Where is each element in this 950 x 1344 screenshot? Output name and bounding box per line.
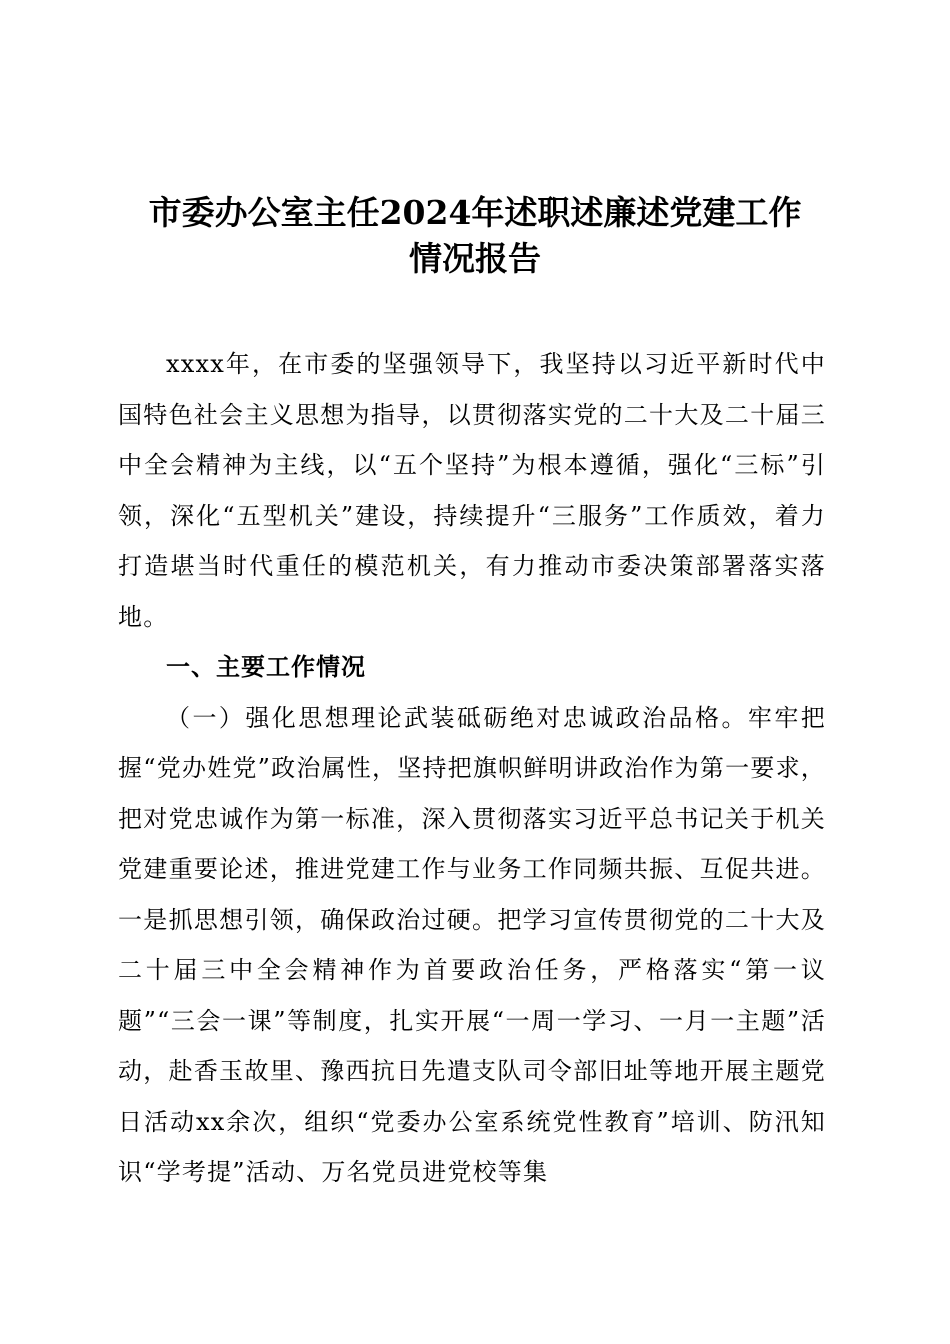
section-heading: 一、主要工作情况 (166, 653, 366, 681)
title-line-1: 市委办公室主任2024年述职述廉述党建工作 (148, 193, 802, 232)
document-body (118, 339, 826, 1198)
title-line-2: 情况报告 (409, 239, 541, 278)
section-paragraph: （一）强化思想理论武装砥砺绝对忠诚政治品格。牢牢把握“党办姓党”政治属性，坚持把旗帜鲜明讲政治作为第一要求，把对党忠诚作为第一标准，深入贯彻落实习近平总书记关于机关党建重要论述，推进党建工作与业务工作同频共振、互促共进。一是抓思想引领，确保政治过硬。把学习宣传贯彻党的二十大及二十届三中全会精神作为首要政治任务，严格落实“第一议题”“三会一课”等制度，扎实开展“一周一学习、一月一主题”活动，赴香玉故里、豫西抗日先遣支队司令部旧址等地开展主题党日活动xx余次，组织“党委办公室系统党性教育”培训、防汛知识“学考提”活动、万名党员进党校等集 (118, 703, 826, 1186)
document-title (100, 190, 850, 282)
intro-paragraph: xxxx年，在市委的坚强领导下，我坚持以习近平新时代中国特色社会主义思想为指导，以贯彻落实党的二十大及二十届三中全会精神为主线，以“五个坚持”为根本遵循，强化“三标”引领，深化“五型机关”建设，持续提升“三服务”工作质效，着力打造堪当时代重任的模范机关，有力推动市委决策部署落实落地。 (118, 350, 826, 631)
